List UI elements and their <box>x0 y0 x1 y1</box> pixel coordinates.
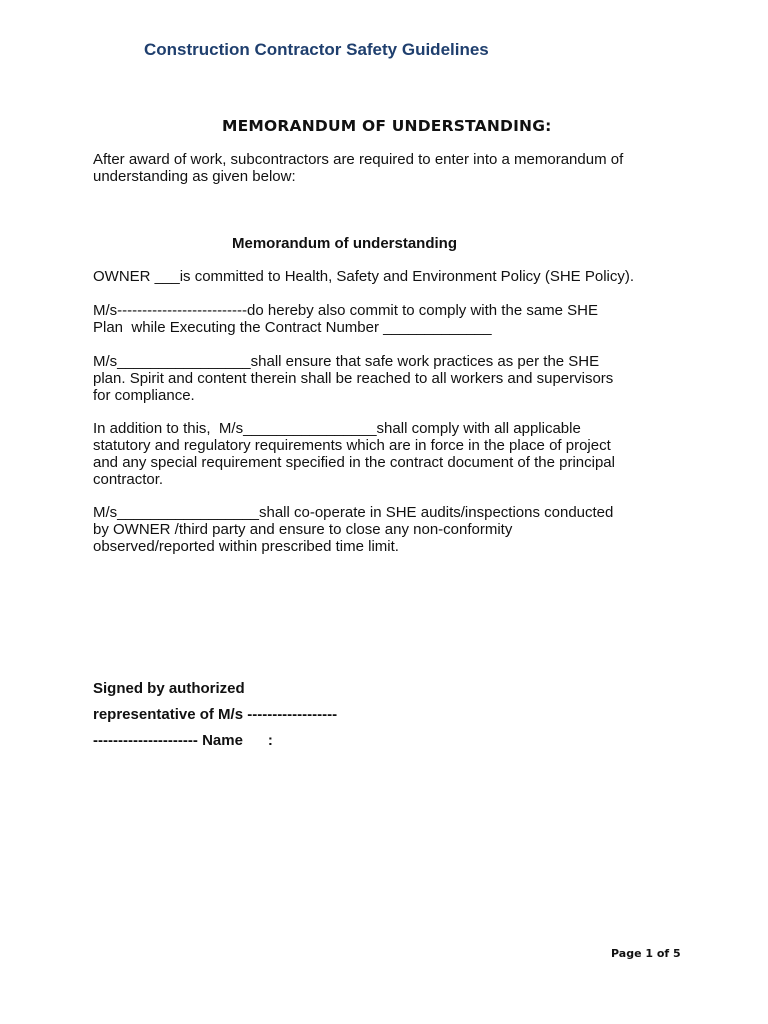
intro-paragraph <box>93 151 693 185</box>
safe-work-line: for compliance. <box>93 387 195 404</box>
intro-line: understanding as given below: <box>93 168 296 185</box>
document-header-title: Construction Contractor Safety Guidelines <box>144 40 489 59</box>
audit-line: by OWNER /third party and ensure to close any non-conformity <box>93 521 513 538</box>
commitment-line: M/s--------------------------do hereby also commit to comply with the same SHE <box>93 302 599 319</box>
statutory-line: and any special requirement specified in the contract document of the principal <box>93 454 615 471</box>
signature-name-line: --------------------- Name : <box>93 732 273 749</box>
safe-work-line: M/s________________shall ensure that safe work practices as per the SHE <box>93 353 600 370</box>
statutory-paragraph <box>93 420 693 488</box>
safe-work-line: plan. Spirit and content therein shall be reached to all workers and supervisors <box>93 370 614 387</box>
audit-line: observed/reported within prescribed time limit. <box>93 538 399 555</box>
memo-heading: MEMORANDUM OF UNDERSTANDING: <box>222 117 552 135</box>
memo-subtitle: Memorandum of understanding <box>232 235 457 252</box>
statutory-line: contractor. <box>93 471 164 488</box>
intro-line: After award of work, subcontractors are required to enter into a memorandum of <box>93 151 624 168</box>
commitment-line: Plan while Executing the Contract Number _____________ <box>93 319 492 336</box>
safe-work-paragraph <box>93 353 693 404</box>
statutory-line: In addition to this, M/s________________shall comply with all applicable <box>93 420 581 437</box>
page-number: Page 1 of 5 <box>611 947 681 960</box>
signature-line: representative of M/s ------------------ <box>93 706 338 723</box>
statutory-line: statutory and regulatory requirements which are in force in the place of project <box>93 437 611 454</box>
audit-paragraph <box>93 504 693 555</box>
audit-line: M/s_________________shall co-operate in SHE audits/inspections conducted <box>93 504 614 521</box>
commitment-paragraph <box>93 302 693 336</box>
owner-paragraph <box>93 268 693 285</box>
signature-line: Signed by authorized <box>93 680 245 697</box>
owner-line: OWNER ___is committed to Health, Safety and Environment Policy (SHE Policy). <box>93 268 635 285</box>
